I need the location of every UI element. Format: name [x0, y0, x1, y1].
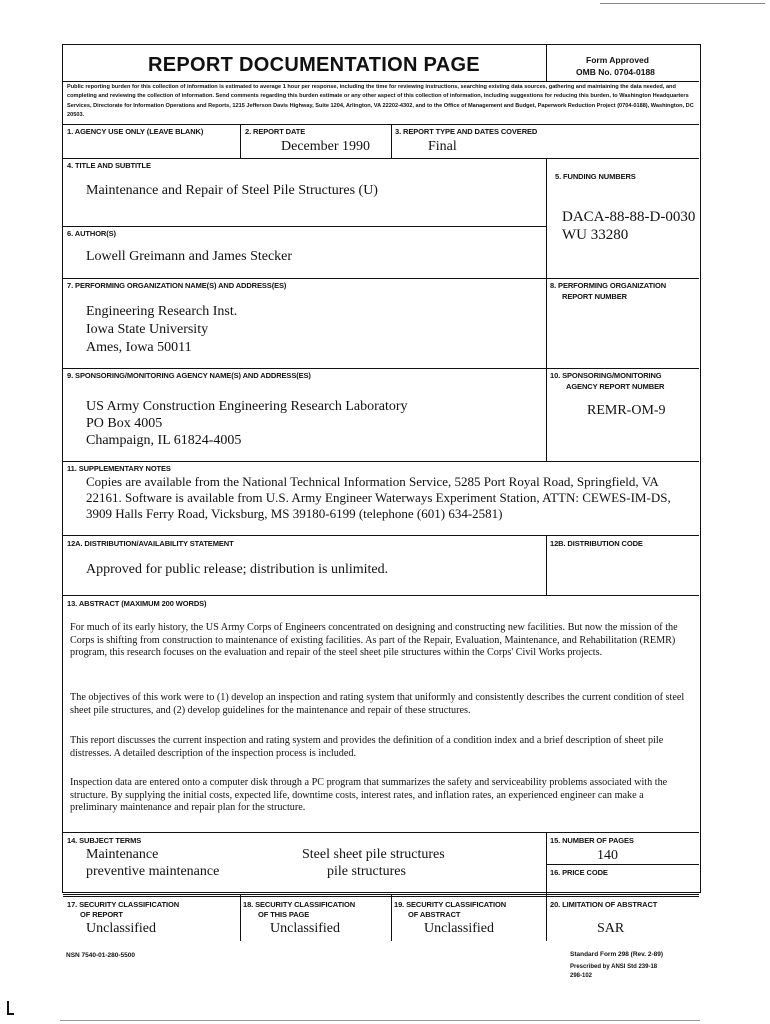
row13-bottom-rule — [63, 832, 699, 833]
abstract-paragraph-2: The objectives of this work were to (1) develop an inspection and rating system that uniformly and consistently describes the current condition of steel sheet pile structures, and (2) develop guidelines for the maintenance and repair of these structures. — [70, 692, 685, 716]
nsn-number: NSN 7540-01-280-5500 — [66, 952, 136, 959]
row7-bottom-rule — [63, 368, 699, 369]
row14-bottom-rule-a — [63, 894, 699, 895]
pages-price-rule — [546, 864, 699, 865]
security-abstract-label-1: 19. SECURITY CLASSIFICATION — [394, 900, 507, 909]
row17-div-b — [391, 894, 392, 941]
supplementary-line-3: 3909 Halls Ferry Road, Vicksburg, MS 39180-6199 (telephone (601) 634-2581) — [86, 506, 503, 521]
row1-bottom-rule — [63, 158, 699, 159]
abstract-paragraph-1: For much of its early history, the US Army Corps of Engineers concentrated on designing and constructing new facilities. But now the mission of the Corps is shifting from construction to maintenance of existing facilities. As part of the Repair, Evaluation, Maintenance, and Rehabilitation (REMR) program, this research focuses on the evaluation and repair of the steel sheet pile structures within the Corps' Civil Works projects. — [70, 622, 678, 658]
security-page-value: Unclassified — [270, 921, 340, 936]
title-label: 4. TITLE AND SUBTITLE — [67, 161, 151, 170]
abstract-label: 13. ABSTRACT (MAXIMUM 200 WORDS) — [67, 599, 207, 608]
agency-use-label: 1. AGENCY USE ONLY (LEAVE BLANK) — [67, 127, 204, 136]
funding-label: 5. FUNDING NUMBERS — [555, 172, 636, 181]
burden-notice: Public reporting burden for this collection of information is estimated to average 1 hour per response, including the time for reviewing instructions, searching existing data sources, gathering and maintaining the data needed, and completing and reviewing the collection of information. Send comments regarding this burden estimate or any other aspect of this collection of information, including suggestions for reducing this burden, to Washington Headquarters Services, Directorate for Information Operations and Reports, 1215 Jefferson Davis Highway, Suite 1204, Arlington, VA 22202-4302, and to the Office of Management and Budget, Paperwork Reduction Project (0704-0188), Washington, DC 20503. — [67, 84, 694, 118]
row14-bottom-rule-b — [63, 896, 699, 897]
supplementary-label: 11. SUPPLEMENTARY NOTES — [67, 464, 171, 473]
row11-bottom-rule — [63, 535, 699, 536]
security-abstract-value: Unclassified — [424, 921, 494, 936]
limitation-label: 20. LIMITATION OF ABSTRACT — [550, 900, 658, 909]
row14-divider — [546, 832, 547, 894]
page-title: REPORT DOCUMENTATION PAGE — [148, 54, 480, 76]
report-type-value: Final — [428, 139, 457, 154]
distribution-value: Approved for public release; distribution is unlimited. — [86, 562, 389, 577]
subject-term-4: pile structures — [327, 864, 406, 879]
sponsoring-line-1: US Army Construction Engineering Research Laboratory — [86, 399, 408, 414]
authors-value: Lowell Greimann and James Stecker — [86, 249, 293, 264]
security-report-value: Unclassified — [86, 921, 156, 936]
form-approved: Form Approved — [586, 55, 649, 65]
abstract-paragraph-3: This report discusses the current inspection and rating system and provides the definition of a condition index and a brief description of sheet pile distresses. A detailed description of the inspection process is included. — [70, 735, 664, 759]
subject-term-3: Steel sheet pile structures — [302, 847, 445, 862]
omb-number: OMB No. 0704-0188 — [576, 67, 655, 77]
sponsoring-line-2: PO Box 4005 — [86, 416, 163, 431]
row12-bottom-rule — [63, 595, 699, 596]
scan-top-line — [600, 3, 765, 4]
security-report-label-2: OF REPORT — [80, 910, 123, 919]
sponsoring-line-3: Champaign, IL 61824-4005 — [86, 433, 242, 448]
prescribed-by: Prescribed by ANSI Std 239-18 — [570, 964, 658, 970]
right-col-divider-upper — [546, 158, 547, 461]
row1-div-b — [391, 124, 392, 158]
standard-form: Standard Form 298 (Rev. 2-89) — [570, 951, 664, 958]
row9-bottom-rule — [63, 461, 699, 462]
abstract-paragraph-4: Inspection data are entered onto a computer disk through a PC program that summarizes the safety and serviceability problems associated with the structure. By supplying the initial costs, expected life, downtime costs, interest rates, and inflation rates, an experienced engineer can make a preliminary maintenance and repair plan for the structure. — [70, 777, 668, 813]
row1-div-a — [240, 124, 241, 158]
sponsoring-report-label-1: 10. SPONSORING/MONITORING — [550, 371, 662, 380]
sponsoring-report-value: REMR-OM-9 — [587, 403, 666, 418]
authors-label: 6. AUTHOR(S) — [67, 229, 116, 238]
subject-term-1: Maintenance — [86, 847, 159, 862]
num-pages-value: 140 — [597, 848, 618, 863]
distribution-code-label: 12B. DISTRIBUTION CODE — [550, 539, 643, 548]
title-value: Maintenance and Repair of Steel Pile Structures (U) — [86, 183, 378, 198]
performing-org-line-1: Engineering Research Inst. — [86, 304, 238, 319]
subject-terms-label: 14. SUBJECT TERMS — [67, 836, 142, 845]
supplementary-line-2: 22161. Software is available from U.S. Army Engineer Waterways Experiment Station, ATTN: CEWES-IM-DS, — [86, 490, 671, 505]
performing-org-label: 7. PERFORMING ORGANIZATION NAME(S) AND ADDRESS(ES) — [67, 281, 287, 290]
distribution-label: 12A. DISTRIBUTION/AVAILABILITY STATEMENT — [67, 539, 234, 548]
corner-mark-foot — [7, 1013, 14, 1015]
funding-line-1: DACA-88-88-D-0030 — [562, 209, 696, 225]
report-type-label: 3. REPORT TYPE AND DATES COVERED — [395, 127, 538, 136]
notice-bottom-rule — [63, 124, 699, 125]
performing-org-line-3: Ames, Iowa 50011 — [86, 340, 192, 355]
row4-bottom-rule — [63, 226, 546, 227]
subject-term-2: preventive maintenance — [86, 864, 220, 879]
security-report-label-1: 17. SECURITY CLASSIFICATION — [67, 900, 180, 909]
report-date-label: 2. REPORT DATE — [245, 127, 306, 136]
security-page-label-1: 18. SECURITY CLASSIFICATION — [243, 900, 356, 909]
funding-line-2: WU 33280 — [562, 227, 629, 243]
performing-org-line-2: Iowa State University — [86, 322, 209, 337]
row12-divider — [546, 535, 547, 595]
security-abstract-label-2: OF ABSTRACT — [408, 910, 461, 919]
price-code-label: 16. PRICE CODE — [550, 868, 608, 877]
sponsoring-report-label-2: AGENCY REPORT NUMBER — [566, 382, 665, 391]
sponsoring-agency-label: 9. SPONSORING/MONITORING AGENCY NAME(S) AND ADDRESS(ES) — [67, 371, 311, 380]
row6-bottom-rule — [63, 278, 699, 279]
header-bottom-rule — [63, 81, 699, 82]
security-page-label-2: OF THIS PAGE — [258, 910, 310, 919]
performing-report-label-1: 8. PERFORMING ORGANIZATION — [550, 281, 667, 290]
scan-bottom-line — [60, 1020, 700, 1021]
supplementary-line-1: Copies are available from the National Technical Information Service, 5285 Port Royal Road, Springfield, VA — [86, 474, 659, 489]
limitation-value: SAR — [597, 921, 625, 936]
report-date-value: December 1990 — [281, 139, 371, 154]
header-divider — [546, 44, 547, 81]
row17-div-a — [240, 894, 241, 941]
form-code: 298-102 — [570, 973, 593, 979]
performing-report-label-2: REPORT NUMBER — [562, 292, 627, 301]
num-pages-label: 15. NUMBER OF PAGES — [550, 836, 634, 845]
row17-div-c — [546, 894, 547, 941]
